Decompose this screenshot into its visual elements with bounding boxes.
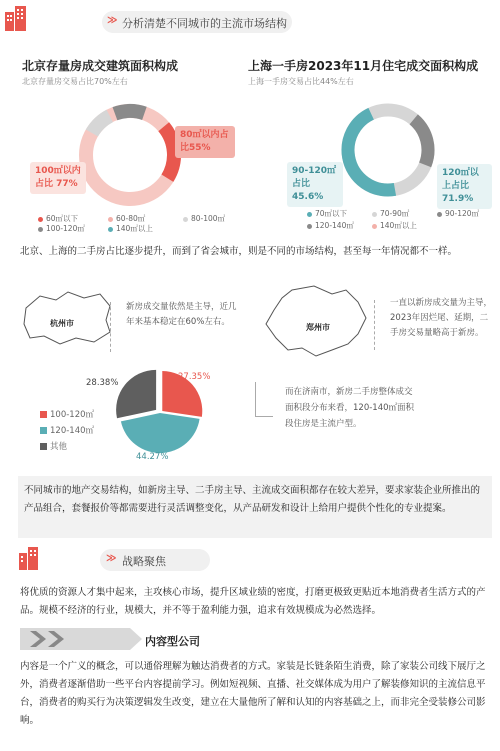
shanghai-legend-4: 120-140㎡	[307, 220, 354, 231]
shanghai-callout-left: 90-120㎡占比45.6%	[287, 162, 343, 207]
hangzhou-map-label: 杭州市	[50, 319, 74, 328]
paragraph-strategy: 将优质的资源人才集中起来，主攻核心市场，提升区域业绩的密度，打磨更极致更贴近本地消费者生活方式的产品。规模不经济的行业，规模大，并不等于盈利能力强，追求有效规模成为必然选择。	[20, 587, 486, 616]
jinan-pie-slice-other	[116, 370, 156, 418]
shanghai-legend-5: 140㎡以上	[372, 220, 417, 231]
beijing-legend-2: 60-80㎡	[108, 213, 145, 224]
beijing-callout-right: 80㎡以内占比55%	[175, 126, 235, 158]
building-icon-2	[18, 545, 40, 571]
jinan-connector-horizontal	[255, 416, 273, 417]
jinan-legend-2: 120-140㎡	[40, 424, 94, 436]
paragraph-cities: 北京、上海的二手房占比逐步提升，而到了省会城市，则是不同的市场结构，甚至每一年情况都不一样。	[20, 246, 458, 257]
zhengzhou-connector	[374, 300, 375, 350]
hangzhou-text: 新房成交量依然是主导，近几年来基本稳定在60%左右。	[126, 302, 237, 327]
zhengzhou-map-label: 郑州市	[306, 323, 330, 332]
beijing-callout-left: 100㎡以内占比 77%	[30, 162, 86, 194]
jinan-connector-vertical	[255, 382, 256, 416]
hangzhou-connector	[110, 302, 111, 352]
highlight-text: 不同城市的地产交易结构，如新房主导、二手房主导、主流成交面积都存在较大差异，要求家装企业所推出的产品组合，套餐报价等都需要进行灵活调整变化，从产品研发和设计上给用户提供个性化的专业提案。	[24, 485, 481, 514]
shanghai-chart-title: 上海一手房2023年11月住宅成交面积构成	[248, 59, 479, 73]
beijing-chart-title: 北京存量房成交建筑面积构成	[22, 59, 179, 73]
jinan-legend-1: 100-120㎡	[40, 408, 94, 420]
section2-chevron-icon: ≫	[106, 553, 117, 564]
shanghai-legend-3: 90-120㎡	[437, 208, 479, 219]
shanghai-chart-subtitle: 上海一手房交易占比44%左右	[248, 77, 354, 86]
section-title: 分析清楚不同城市的主流市场结构	[122, 17, 287, 30]
section2-title: 战略聚焦	[122, 555, 166, 568]
beijing-chart-subtitle: 北京存量房交易占比70%左右	[22, 77, 128, 86]
beijing-legend-5: 140㎡以上	[108, 223, 153, 234]
beijing-legend-1: 60㎡以下	[38, 213, 78, 224]
jinan-pct-teal: 44.27%	[136, 452, 169, 462]
shanghai-legend-2: 70-90㎡	[372, 208, 409, 219]
shanghai-callout-right: 120㎡以上占比71.9%	[437, 164, 492, 209]
beijing-legend-4: 100-120㎡	[38, 223, 85, 234]
beijing-legend-3: 80-100㎡	[183, 213, 225, 224]
jinan-pct-grey: 28.38%	[86, 378, 119, 388]
zhengzhou-text: 一直以新房成交量为主导，2023年因烂尾、延期，二手房交易量略高于新房。	[390, 298, 493, 338]
paragraph-content: 内容是一个广义的概念，可以通俗理解为触达消费者的方式。家装是长链条陌生消费，除了家装公司线下展厅之外，消费者逐渐借助一些平台内容提前学习。例如短视频、直播、社交媒体成为用户了解装修知识的主流信息平台，消费者的购买行为决策逻辑发生改变，建立在大量他所了解和认知的内容基础之上，而非完全受装修公司影响。	[20, 661, 486, 726]
section3-arrow-banner	[20, 628, 142, 650]
shanghai-donut-chart	[338, 100, 438, 200]
beijing-donut-chart	[75, 100, 185, 210]
jinan-text: 而在济南市，新房二手房整体成交面积段分布来看，120-140㎡面积段住房是主流户型。	[285, 387, 415, 429]
jinan-legend-3: 其他	[40, 440, 67, 452]
shanghai-legend-1: 70㎡以下	[307, 208, 347, 219]
jinan-pct-red: 27.35%	[178, 372, 211, 382]
section-chevron-icon: ≫	[107, 15, 118, 26]
section3-title: 内容型公司	[145, 635, 200, 648]
building-icon	[4, 4, 28, 32]
jinan-pie-slice-120-140	[121, 413, 200, 453]
